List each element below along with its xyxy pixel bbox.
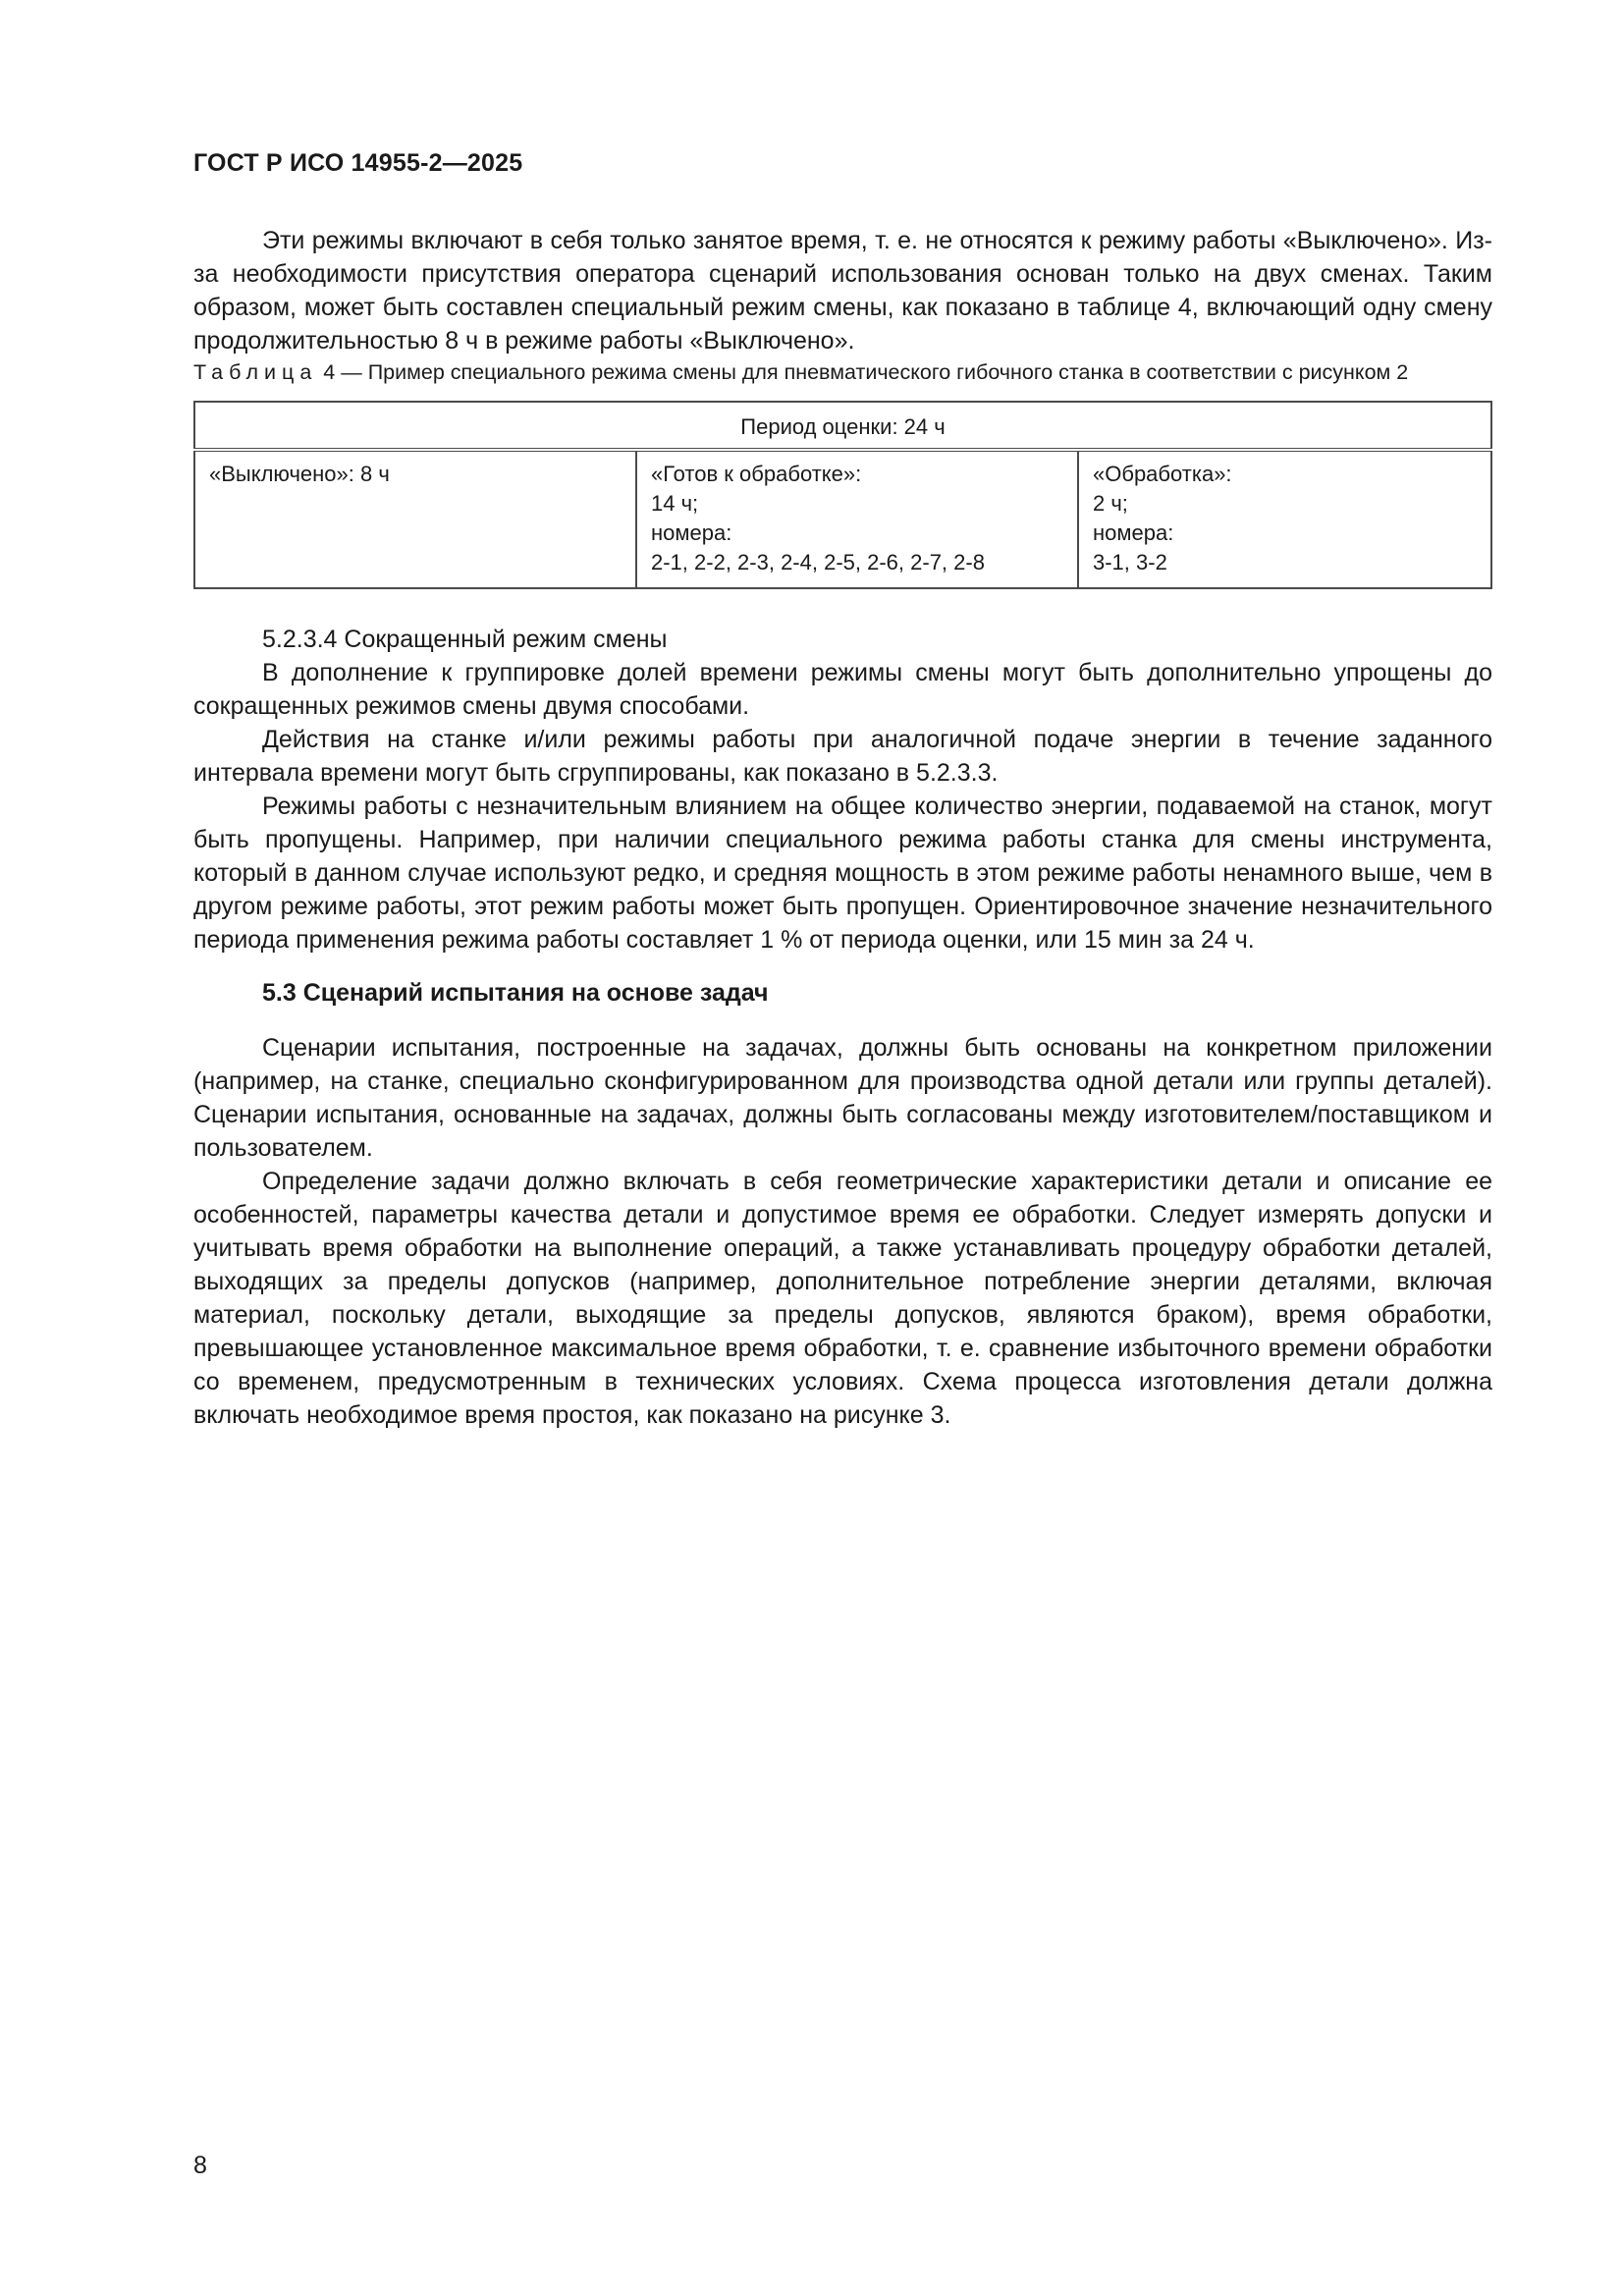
table-cell-processing (1078, 450, 1491, 588)
section-title-5-3: 5.3 Сценарий испытания на основе задач (262, 979, 769, 1007)
cell-line: 2 ч; (1093, 491, 1128, 516)
table-header-cell: Период оценки: 24 ч (194, 402, 1491, 450)
table-caption (193, 357, 1492, 387)
document-body (193, 224, 1492, 1432)
paragraph: В дополнение к группировке долей времени режимы смены могут быть дополнительно упрощены до сокращенных режимов смены двумя способами. (193, 659, 1492, 720)
cell-line: «Обработка»: (1093, 462, 1232, 486)
intro-paragraph: Эти режимы включают в себя только занятое время, т. е. не относятся к режиму работы «Выключено». Из-за необходимости присутствия оператора сценарий использования основан только на двух сменах. Таким образом, может быть составлен специальный режим смены, как показано в таблице 4, включающий одну смену продолжительностью 8 ч в режиме работы «Выключено». (193, 227, 1492, 355)
cell-line: 3-1, 3-2 (1093, 550, 1167, 574)
paragraph: Сценарии испытания, построенные на задачах, должны быть основаны на конкретном приложении (например, на станке, специально сконфигурированном для производства одной детали или группы деталей). Сценарии испытания, основанные на задачах, должны быть согласованы между изготовителем/поставщиком и пользователем. (193, 1034, 1492, 1162)
table-cell-ready (636, 450, 1078, 588)
table-header-row (194, 402, 1491, 450)
table-cell-off (194, 450, 636, 588)
cell-line: номера: (651, 520, 732, 545)
paragraph: Режимы работы с незначительным влиянием на общее количество энергии, подаваемой на станок, могут быть пропущены. Например, при наличии специального режима работы станка для смены инструмента, который в данном случае используют редко, и средняя мощность в этом режиме работы ненамного выше, чем в другом режиме работы, этот режим работы может быть пропущен. Ориентировочное значение незначительного периода применения режима работы составляет 1 % от периода оценки, или 15 мин за 24 ч. (193, 793, 1492, 954)
table-4 (193, 401, 1492, 589)
table-caption-label: Таблица (193, 360, 318, 384)
cell-line: 2-1, 2-2, 2-3, 2-4, 2-5, 2-6, 2-7, 2-8 (651, 550, 985, 574)
subsection-title-5-2-3-4: 5.2.3.4 Сокращенный режим смены (262, 626, 668, 653)
document-header: ГОСТ Р ИСО 14955-2—2025 (193, 149, 523, 177)
cell-line: номера: (1093, 520, 1174, 545)
paragraph: Определение задачи должно включать в себя геометрические характеристики детали и описание ее особенностей, параметры качества детали и допустимое время ее обработки. Следует измерять допуски и учитывать время обработки на выполнение операций, а также устанавливать процедуру обработки деталей, выходящих за пределы допусков (например, дополнительное потребление энергии деталями, включая материал, поскольку детали, выходящие за пределы допусков, являются браком), время обработки, превышающее установленное максимальное время обработки, т. е. сравнение избыточного времени обработки со временем, предусмотренным в технических условиях. Схема процесса изготовления детали должна включать необходимое время простоя, как показано на рисунке 3. (193, 1168, 1492, 1429)
table-row (194, 450, 1491, 588)
paragraph: Действия на станке и/или режимы работы при аналогичной подаче энергии в течение заданного интервала времени могут быть сгруппированы, как показано в 5.2.3.3. (193, 726, 1492, 787)
cell-line: «Готов к обработке»: (651, 462, 862, 486)
cell-line: «Выключено»: 8 ч (209, 462, 390, 486)
page-number: 8 (193, 2152, 207, 2179)
table-caption-text: 4 — Пример специального режима смены для пневматического гибочного станка в соответствии с рисунком 2 (323, 360, 1409, 384)
cell-line: 14 ч; (651, 491, 699, 516)
